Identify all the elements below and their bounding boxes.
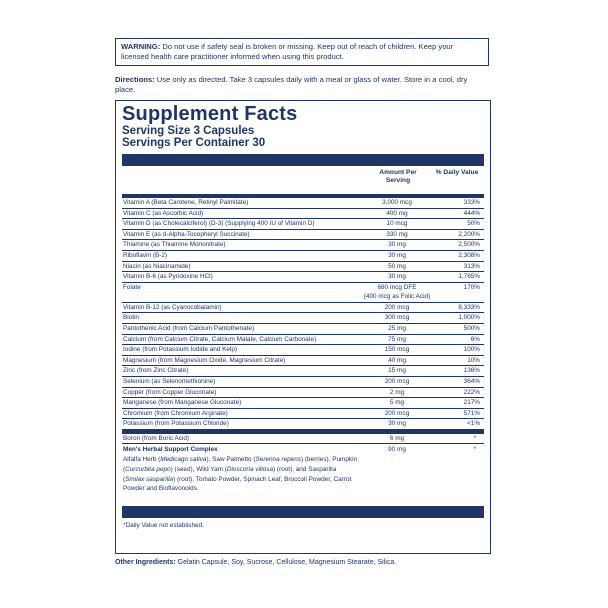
directions [115,75,489,95]
nutrient-name: Biotin [123,314,139,322]
table-row [122,198,484,209]
nutrient-name: Selenium (as Selenomethionine) [123,377,216,385]
table-row [122,377,484,388]
nutrient-name: Calcium (from Calcium Citrate, Calcium Malate, Calcium Carbonate) [123,335,317,343]
ingredient-text: ), Saw Palmetto ( [206,456,256,464]
warning-text: Do not use if safety seal is broken or missing. Keep out of reach of children. Keep your licensed health care practitioner informed when using this product. [121,42,454,61]
ingredient-text: ) (seed), Wild Yam ( [170,466,227,474]
nutrient-daily-value: 170% [463,283,480,291]
nutrient-daily-value: 313% [463,262,480,270]
nutrient-amount: 25 mg [388,324,406,332]
botanical-name: Curcurbita pepo [125,466,171,474]
table-row [122,409,484,420]
nutrient-daily-value: 2,500% [458,241,480,249]
ingredient-text: ) (berries), Pumpkin ( [123,456,358,474]
nutrient-daily-value: 222% [463,388,480,396]
table-row [122,272,484,283]
nutrient-name: Zinc (from Zinc Citrate) [123,367,189,375]
nutrient-amount: 30 mg [388,420,406,428]
boron-row [122,434,484,445]
nutrient-name: Vitamin E (as d-Alpha-Tocopheryl Succinate) [123,230,250,238]
herbal-complex-title: Men's Herbal Support Complex [123,446,218,454]
column-header-row [122,166,484,194]
nutrient-name: Manganese (from Manganese Gluconate) [123,399,242,407]
table-row [122,209,484,220]
nutrient-daily-value: 8,333% [458,303,480,311]
divider-thick-bottom [122,506,484,518]
facts-title: Supplement Facts [122,103,298,125]
herbal-complex [122,444,484,506]
nutrient-daily-value: 136% [463,367,480,375]
table-row [122,240,484,251]
servings-per-container: Servings Per Container 30 [122,137,266,149]
ingredient-text: ) (root), and Sasparilla ( [123,466,337,483]
nutrient-daily-value: 2,308% [458,251,480,259]
nutrient-daily-value: <1% [467,420,480,428]
table-row [122,313,484,324]
directions-text: Use only as directed. Take 3 capsules daily with a meal or glass of water. Store in a cool, dry place. [115,75,468,94]
nutrient-amount: 30 mg [388,251,406,259]
nutrient-daily-value: 10% [467,356,480,364]
nutrient-amount: 15 mg [388,367,406,375]
nutrient-amount: 200 mcg [384,303,410,311]
nutrient-amount: 330 mg [386,230,408,238]
nutrient-rows [122,198,484,430]
nutrient-amount: 3,000 mcg [382,199,412,206]
nutrient-amount: 75 mg [388,335,406,343]
daily-value-header: % Daily Value [435,169,479,176]
warning-label: WARNING: [121,42,161,51]
table-row [122,419,484,430]
table-row [122,303,484,314]
supplement-facts-panel [115,100,491,554]
nutrient-daily-value: 217% [463,399,480,407]
other-ingredients-text: Gelatin Capsule, Soy, Sucrose, Cellulose, Magnesium Stearate, Silica. [175,559,397,566]
nutrient-name: Riboflavin (B-2) [123,251,168,259]
nutrient-name: Niacin (as Niacinamide) [123,262,191,270]
table-row [122,262,484,273]
table-row [122,356,484,367]
table-row [122,283,484,303]
table-row [122,324,484,335]
nutrient-daily-value: 100% [463,346,480,354]
herbal-complex-amount: 90 mg [388,446,406,454]
nutrient-daily-value: 2,200% [458,230,480,238]
nutrient-name: Thiamine (as Thiamine Mononitrate) [123,241,226,249]
nutrient-daily-value: 571% [463,409,480,417]
nutrient-amount: 300 mcg [384,314,410,322]
nutrient-daily-value: * [473,434,476,442]
nutrient-amount: 10 mcg [386,220,408,228]
nutrient-amount: 6 mg [389,434,405,442]
nutrient-amount: 30 mg [388,273,406,281]
nutrient-amount: 40 mg [388,356,406,364]
table-row [122,345,484,356]
nutrient-daily-value: 50% [467,220,480,228]
nutrient-daily-value: 500% [463,324,480,332]
table-row [122,251,484,262]
table-row [122,398,484,409]
other-ingredients-label: Other Ingredients: [115,559,176,566]
nutrient-amount: 2 mg [389,388,405,396]
table-row [122,388,484,399]
nutrient-daily-value: 364% [463,377,480,385]
nutrient-amount: 150 mcg [384,346,410,354]
ingredient-text: Alfalfa Herb ( [123,456,161,464]
amount-per-serving-header: Amount Per Serving [379,169,417,184]
nutrient-name: Copper (from Copper Gluconate) [123,388,217,396]
nutrient-amount: 400 mg [386,209,408,217]
nutrient-name: Vitamin B-12 (as Cyanocobalamin) [123,303,222,311]
nutrient-amount: 200 mcg [384,409,410,417]
nutrient-amount: 50 mg [388,262,406,270]
herbal-complex-ingredients [123,455,359,493]
botanical-name: Medicago sativa [160,456,207,464]
nutrient-name: Vitamin D (as Cholecalciferol) (D-3) (Supplying 400 IU of Vitamin D) [123,220,315,228]
botanical-name: Smilax sasparilla [125,475,174,483]
nutrient-name: Chromium (from Chromium Arginate) [123,409,228,417]
nutrient-amount: 680 mcg DFE [377,283,417,291]
nutrient-daily-value: 6% [470,335,480,343]
other-ingredients [115,558,495,568]
nutrient-amount-detail: (400 mcg as Folic Acid) [363,292,431,300]
divider-thick [122,154,484,166]
nutrient-name: Folate [123,283,141,291]
warning-box [115,38,489,66]
botanical-name: Serenoa repens [255,456,301,464]
ingredient-text: ) (root), Tomato Powder, Spinach Leaf, Broccoli Powder, Carrot Powder and Bioflavonoids. [123,475,352,493]
table-row [122,230,484,241]
nutrient-daily-value: 444% [463,209,480,217]
nutrient-name: Boron (from Boric Acid) [123,434,190,442]
nutrient-name: Vitamin B-6 (as Pyridoxine HCl) [123,273,213,281]
nutrient-daily-value: 1,765% [458,273,480,281]
nutrient-daily-value: 1,000% [458,314,480,322]
nutrient-amount: 200 mcg [384,377,410,385]
herbal-complex-daily-value: * [473,446,476,454]
directions-label: Directions: [115,75,155,84]
nutrient-name: Magnesium (from Magnesium Oxide, Magnesium Citrate) [123,356,286,364]
nutrient-amount: 5 mg [389,399,405,407]
footnote: *Daily Value not established. [123,522,204,530]
nutrient-name: Iodine (from Potassium Iodide and Kelp) [123,346,238,354]
table-row [122,219,484,230]
nutrient-name: Vitamin C (as Ascorbic Acid) [123,209,204,217]
botanical-name: Dioscoria villosa [226,466,274,474]
table-row [122,335,484,346]
nutrient-daily-value: 333% [463,199,480,206]
nutrient-name: Pantothenic Acid (from Calcium Pantothenate) [123,324,255,332]
serving-size: Serving Size 3 Capsules [122,125,255,137]
nutrient-amount: 30 mg [388,241,406,249]
table-row [122,366,484,377]
nutrient-name: Vitamin A (Beta Carotene, Retinyl Palmitate) [123,199,249,206]
nutrient-name: Potassium (from Potassium Chloride) [123,420,229,428]
